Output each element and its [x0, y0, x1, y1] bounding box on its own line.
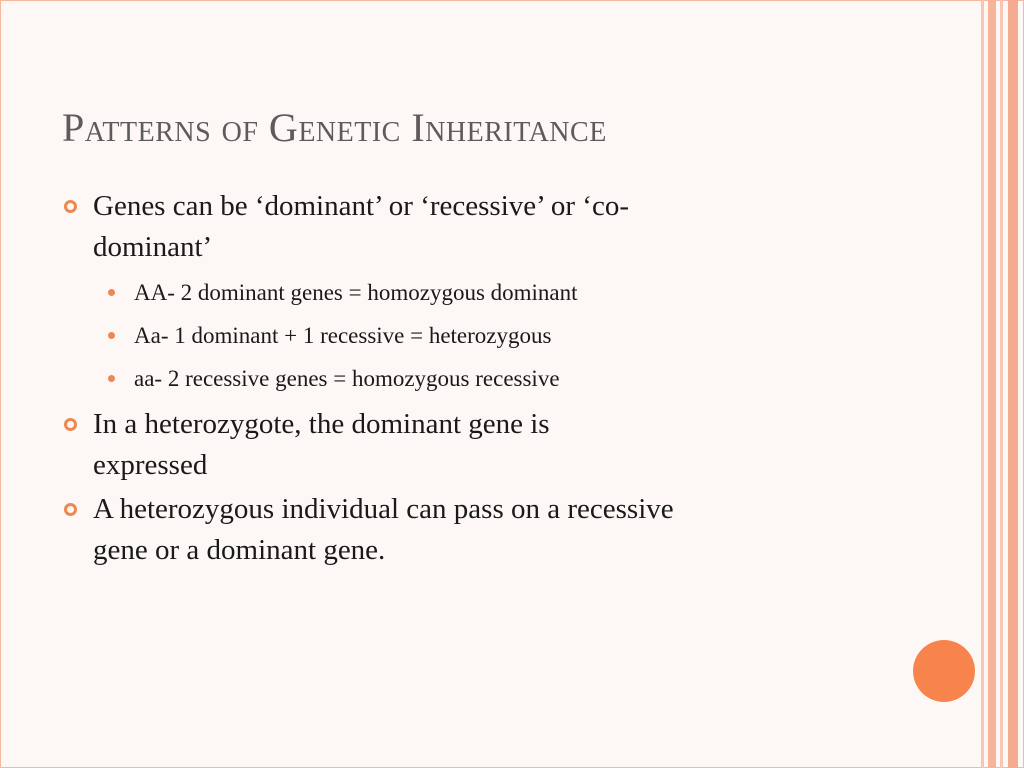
bullet-dot-icon [108, 332, 115, 339]
decorative-stripe [1000, 0, 1003, 768]
sub-bullet-text: Aa- 1 dominant + 1 recessive = heterozygous [134, 323, 552, 348]
sub-bullet-item [62, 271, 922, 314]
sub-bullet-text: AA- 2 dominant genes = homozygous dominant [134, 280, 578, 305]
decorative-circle [913, 640, 975, 702]
bullet-text-line: dominant’ [93, 231, 213, 263]
bullet-text-line: expressed [93, 449, 208, 481]
decorative-stripe [1008, 0, 1018, 768]
bullet-dot-icon [108, 289, 115, 296]
sub-bullet-text: aa- 2 recessive genes = homozygous recessive [134, 366, 560, 391]
bullet-ring-icon [64, 418, 77, 431]
bullet-item [62, 186, 922, 268]
decorative-stripe [988, 0, 996, 768]
bullet-dot-icon [108, 375, 115, 382]
sub-bullet-item [62, 314, 922, 357]
bullet-text-line: Genes can be ‘dominant’ or ‘recessive’ or ‘co- [93, 190, 629, 222]
slide-title: Patterns of Genetic Inheritance [62, 105, 607, 150]
bullet-item [62, 404, 922, 486]
bullet-ring-icon [64, 200, 77, 213]
slide-content [62, 186, 922, 574]
bullet-item [62, 489, 922, 571]
bullet-text-line: gene or a dominant gene. [93, 534, 386, 566]
bullet-text-line: A heterozygous individual can pass on a recessive [93, 493, 674, 525]
sub-bullet-item [62, 357, 922, 400]
bullet-ring-icon [64, 503, 77, 516]
bullet-text-line: In a heterozygote, the dominant gene is [93, 408, 550, 440]
sub-bullet-list [62, 271, 922, 400]
decorative-stripe [981, 0, 984, 768]
